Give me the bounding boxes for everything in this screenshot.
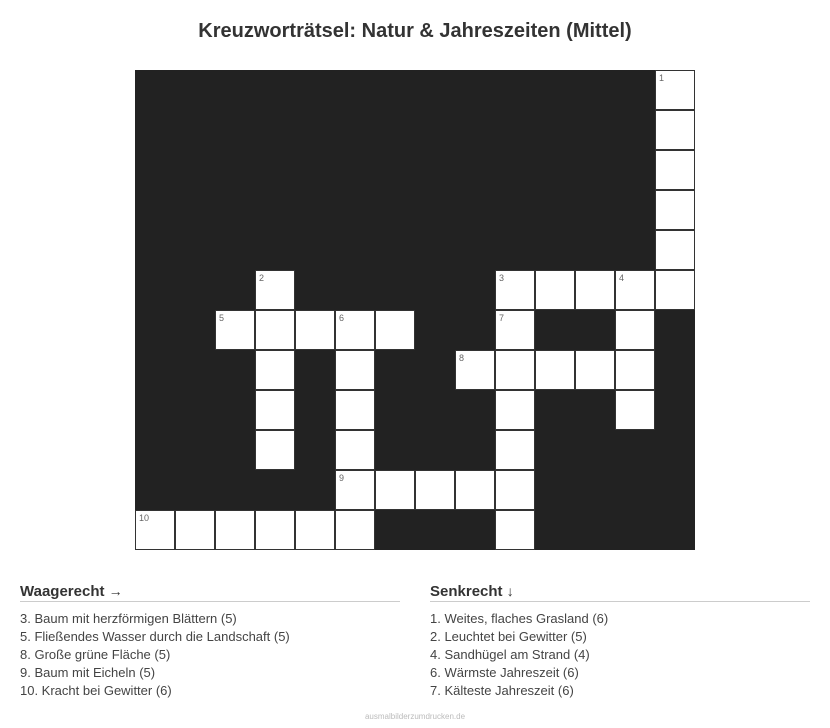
clue-number: 10 [139, 513, 150, 523]
grid-cell[interactable] [455, 470, 495, 510]
grid-cell[interactable] [375, 310, 415, 350]
grid-cell[interactable] [335, 310, 375, 350]
clue-number: 3 [499, 273, 505, 283]
grid-cell[interactable] [335, 350, 375, 390]
grid-cell[interactable] [655, 270, 695, 310]
block-region [375, 510, 695, 550]
clue-item: 4. Sandhügel am Strand (4) [430, 647, 590, 662]
grid-cell[interactable] [415, 470, 455, 510]
clue-number: 2 [259, 273, 265, 283]
across-heading [20, 582, 400, 602]
clue-number: 6 [339, 313, 345, 323]
grid-cell[interactable] [495, 310, 535, 350]
grid-cell[interactable] [335, 470, 375, 510]
grid-cell[interactable] [495, 430, 535, 470]
grid-cell[interactable] [375, 470, 415, 510]
across-heading-label: Waagerecht [20, 583, 105, 600]
grid-cell[interactable] [495, 350, 535, 390]
grid-cell[interactable] [535, 270, 575, 310]
grid-cell[interactable] [655, 230, 695, 270]
grid-cell[interactable] [615, 310, 655, 350]
down-arrow-icon: ↓ [506, 583, 514, 599]
down-heading [430, 582, 810, 602]
grid-cell[interactable] [255, 270, 295, 310]
clue-item: 6. Wärmste Jahreszeit (6) [430, 665, 579, 680]
across-clue-list [20, 610, 400, 700]
clue-number: 8 [459, 353, 465, 363]
clue-item: 8. Große grüne Fläche (5) [20, 647, 171, 662]
grid-cell[interactable] [615, 350, 655, 390]
grid-cell[interactable] [655, 70, 695, 110]
clue-item: 1. Weites, flaches Grasland (6) [430, 611, 609, 626]
down-clue-list [430, 610, 810, 700]
grid-cell[interactable] [255, 510, 295, 550]
footer-credit: ausmalbilderzumdrucken.de [364, 712, 466, 721]
grid-cell[interactable] [535, 350, 575, 390]
clue-number: 1 [659, 73, 665, 83]
grid-cell[interactable] [655, 150, 695, 190]
grid-cell[interactable] [335, 430, 375, 470]
grid-cell[interactable] [575, 270, 615, 310]
clue-item: 7. Kälteste Jahreszeit (6) [430, 683, 574, 698]
grid-cell[interactable] [335, 390, 375, 430]
clue-item: 9. Baum mit Eicheln (5) [20, 665, 156, 680]
grid-cell[interactable] [655, 110, 695, 150]
grid-cell[interactable] [335, 510, 375, 550]
clue-number: 7 [499, 313, 505, 323]
page-title: Kreuzworträtsel: Natur & Jahreszeiten (Mittel) [198, 20, 632, 42]
clue-item: 10. Kracht bei Gewitter (6) [20, 683, 172, 698]
down-heading-label: Senkrecht [430, 583, 503, 600]
clue-number: 9 [339, 473, 345, 483]
clue-item: 2. Leuchtet bei Gewitter (5) [430, 629, 587, 644]
grid-cell[interactable] [255, 310, 295, 350]
grid-cell[interactable] [575, 350, 615, 390]
right-arrow-icon: → [108, 583, 123, 599]
grid-cell[interactable] [655, 190, 695, 230]
grid-cell[interactable] [495, 470, 535, 510]
grid-cell[interactable] [495, 510, 535, 550]
clue-number: 4 [619, 273, 625, 283]
across-clues [20, 582, 400, 700]
down-clues [430, 582, 810, 700]
grid-cell[interactable] [455, 350, 495, 390]
clue-item: 3. Baum mit herzförmigen Blättern (5) [20, 611, 237, 626]
block-region [135, 70, 655, 270]
clue-number: 5 [219, 313, 225, 323]
grid-cell[interactable] [295, 310, 335, 350]
grid-cell[interactable] [615, 270, 655, 310]
crossword-grid [135, 70, 695, 550]
grid-cell[interactable] [255, 350, 295, 390]
grid-cell[interactable] [215, 510, 255, 550]
grid-cell[interactable] [135, 510, 175, 550]
grid-cell[interactable] [495, 390, 535, 430]
grid-cell[interactable] [615, 390, 655, 430]
grid-cell[interactable] [255, 390, 295, 430]
grid-cell[interactable] [215, 310, 255, 350]
grid-cell[interactable] [175, 510, 215, 550]
grid-cell[interactable] [295, 510, 335, 550]
grid-cell[interactable] [255, 430, 295, 470]
grid-cell[interactable] [495, 270, 535, 310]
clue-item: 5. Fließendes Wasser durch die Landschaft (5) [20, 629, 290, 644]
